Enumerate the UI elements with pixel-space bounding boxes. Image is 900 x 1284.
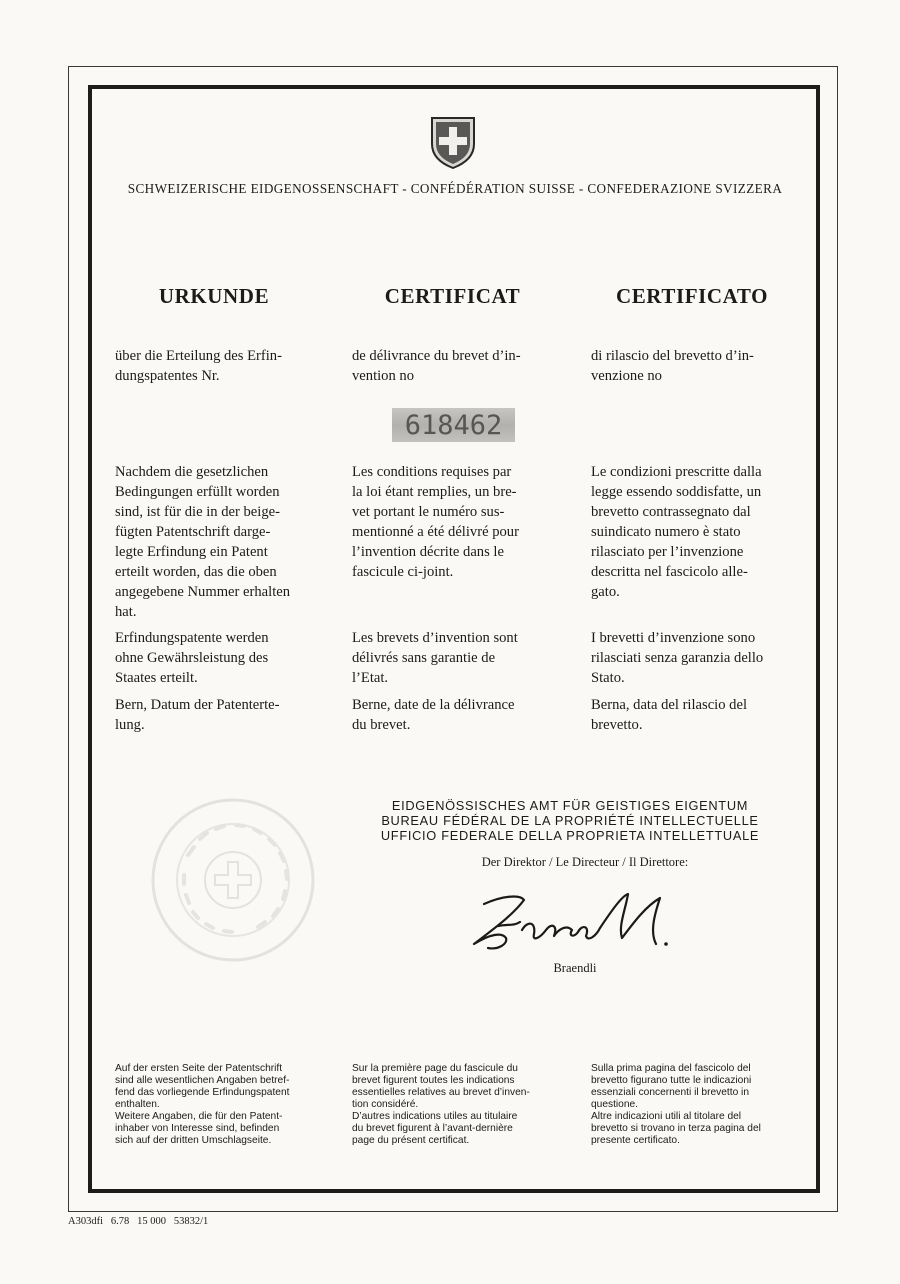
handwritten-signature-icon bbox=[462, 886, 682, 961]
signer-name: Braendli bbox=[553, 961, 597, 975]
patent-number: 618462 bbox=[392, 408, 515, 442]
place-date-fr: Berne, date de la délivrance du brevet. bbox=[352, 697, 515, 733]
warranty-de: Erfindungspatente werden ohne Gewährsleistung des Staates erteilt. bbox=[115, 630, 269, 686]
footnote-de: Auf der ersten Seite der Patentschrift sind alle wesentlichen Angaben betref- fend das vorliegende Erfindungspatent enthalten. Weitere Angaben, die für den Patent- inhaber von Interesse sind, befinden sich auf der dritten Umschlagseite. bbox=[115, 1063, 290, 1146]
place-date-it: Berna, data del rilascio del brevetto. bbox=[591, 697, 748, 733]
swiss-cross-shield-icon bbox=[428, 114, 478, 170]
title-de: URKUNDE bbox=[158, 284, 270, 308]
office-line-de: EIDGENÖSSISCHES AMT FÜR GEISTIGES EIGENTUM bbox=[391, 798, 749, 813]
intro-fr: de délivrance du brevet d’in- vention no bbox=[352, 348, 521, 384]
place-date-de: Bern, Datum der Patenterte- lung. bbox=[115, 697, 280, 733]
footnote-it: Sulla prima pagina del fascicolo del brevetto figurano tutte le indicazioni essenziali concernenti il brevetto in questione. Altre indicazioni utili al titolare del brevetto si trovano in terza pagina del presente certificato. bbox=[591, 1063, 761, 1146]
director-label: Der Direktor / Le Directeur / Il Direttore: bbox=[481, 855, 689, 869]
conditions-de: Nachdem die gesetzlichen Bedingungen erfüllt worden sind, ist für die in der beige- fügten Patentschrift darge- legte Erfindung ein Patent erteilt worden, das die oben angegebene Nummer erhalten hat. bbox=[115, 464, 291, 620]
conditions-it: Le condizioni prescritte dalla legge essendo soddisfatte, un brevetto contrassegnato dal suindicato numero è stato rilasciato per l’invenzione descritta nel fascicolo alle- gato. bbox=[591, 464, 762, 600]
title-fr: CERTIFICAT bbox=[384, 284, 521, 308]
conditions-fr: Les conditions requises par la loi étant remplies, un bre- vet portant le numéro sus- mentionné a été délivré pour l’invention décrite dans le fascicule ci-joint. bbox=[352, 464, 519, 580]
office-line-it: UFFICIO FEDERALE DELLA PROPRIETA INTELLETTUALE bbox=[380, 828, 760, 843]
confederation-line: SCHWEIZERISCHE EIDGENOSSENSCHAFT - CONFÉDÉRATION SUISSE - CONFEDERAZIONE SVIZZERA bbox=[127, 181, 783, 196]
intro-de: über die Erteilung des Erfin- dungspatentes Nr. bbox=[115, 348, 282, 384]
print-code: A303dfi 6.78 15 000 53832/1 bbox=[68, 1216, 209, 1227]
warranty-fr: Les brevets d’invention sont délivrés sans garantie de l’Etat. bbox=[352, 630, 518, 686]
warranty-it: I brevetti d’invenzione sono rilasciati senza garanzia dello Stato. bbox=[591, 630, 764, 686]
intro-it: di rilascio del brevetto d’in- venzione no bbox=[591, 348, 754, 384]
office-line-fr: BUREAU FÉDÉRAL DE LA PROPRIÉTÉ INTELLECTUELLE bbox=[381, 813, 759, 828]
title-it: CERTIFICATO bbox=[615, 284, 769, 308]
embossed-seal-icon bbox=[148, 795, 318, 965]
footnote-fr: Sur la première page du fascicule du brevet figurent toutes les indications essentielles relatives au brevet d’inven- tion considéré. D’autres indications utiles au titulaire du brevet figurent à l’avant-dernière page du présent certificat. bbox=[352, 1063, 530, 1146]
